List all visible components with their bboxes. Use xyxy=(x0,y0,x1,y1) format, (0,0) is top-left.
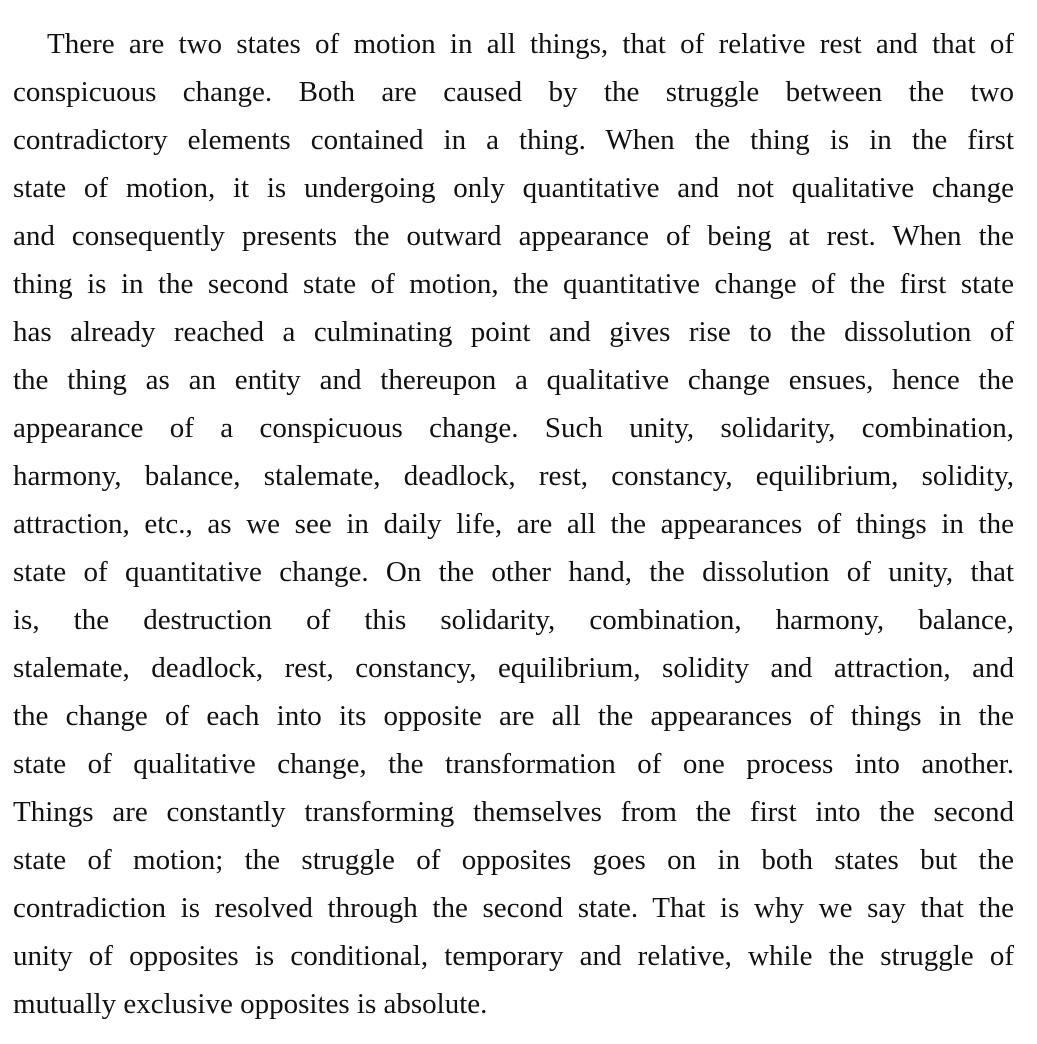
paragraph-line: contradiction is resolved through the second state. That is why we say that the xyxy=(13,892,1014,924)
paragraph-line: thing is in the second state of motion, the quantitative change of the first state xyxy=(13,268,1014,300)
paragraph-line: the thing as an entity and thereupon a qualitative change ensues, hence the xyxy=(13,364,1014,396)
paragraph-line: Things are constantly transforming themselves from the first into the second xyxy=(13,796,1014,828)
paragraph-line: state of motion; the struggle of opposites goes on in both states but the xyxy=(13,844,1014,876)
paragraph-line: mutually exclusive opposites is absolute. xyxy=(13,988,488,1020)
paragraph-line: There are two states of motion in all things, that of relative rest and that of xyxy=(47,28,1014,60)
paragraph-line: is, the destruction of this solidarity, combination, harmony, balance, xyxy=(13,604,1014,636)
paragraph-line: the change of each into its opposite are all the appearances of things in the xyxy=(13,700,1014,732)
paragraph-line: appearance of a conspicuous change. Such unity, solidarity, combination, xyxy=(13,412,1014,444)
body-paragraph xyxy=(13,20,1014,1028)
paragraph-line: attraction, etc., as we see in daily life, are all the appearances of things in the xyxy=(13,508,1014,540)
paragraph-line: stalemate, deadlock, rest, constancy, equilibrium, solidity and attraction, and xyxy=(13,652,1014,684)
paragraph-line: unity of opposites is conditional, temporary and relative, while the struggle of xyxy=(13,940,1014,972)
paragraph-line: state of quantitative change. On the other hand, the dissolution of unity, that xyxy=(13,556,1014,588)
paragraph-line: harmony, balance, stalemate, deadlock, rest, constancy, equilibrium, solidity, xyxy=(13,460,1014,492)
paragraph-line: contradictory elements contained in a thing. When the thing is in the first xyxy=(13,124,1014,156)
paragraph-line: state of motion, it is undergoing only quantitative and not qualitative change xyxy=(13,172,1014,204)
paragraph-line: conspicuous change. Both are caused by the struggle between the two xyxy=(13,76,1014,108)
paragraph-line: state of qualitative change, the transformation of one process into another. xyxy=(13,748,1014,780)
paragraph-line: and consequently presents the outward appearance of being at rest. When the xyxy=(13,220,1014,252)
paragraph-line: has already reached a culminating point and gives rise to the dissolution of xyxy=(13,316,1014,348)
